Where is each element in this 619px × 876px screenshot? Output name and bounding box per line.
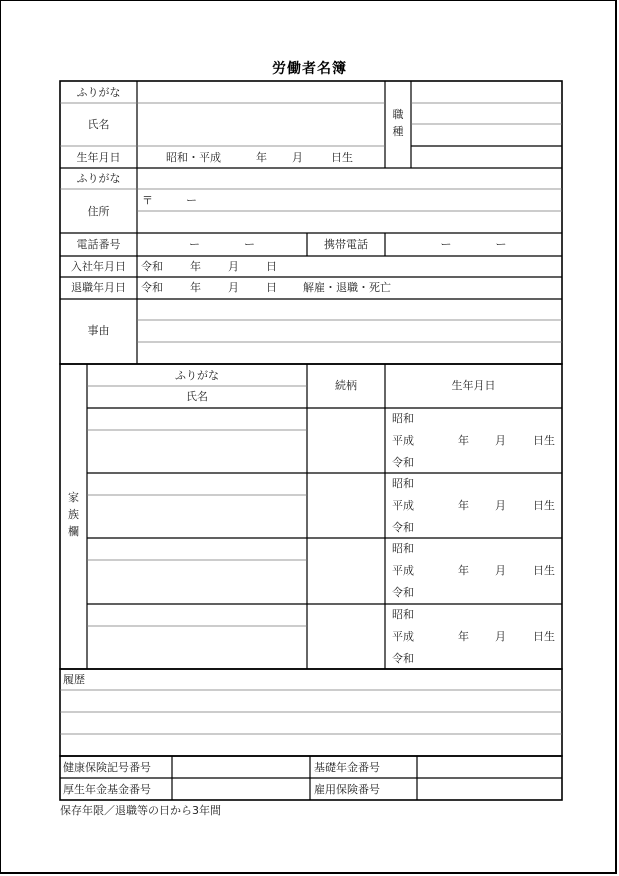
family1-era-showa: 昭和 [392,412,414,425]
label-health-insurance: 健康保険記号番号 [63,761,151,774]
label-reason: 事由 [87,324,110,337]
label-furigana: ふりがな [76,86,121,99]
mobile-dashes: ー ー [440,238,507,251]
family2-era-reiwa: 令和 [392,521,414,534]
retention-note: 保存年限／退職等の日から3年間 [60,804,221,817]
retire-era: 令和 [141,281,163,294]
family4-era-showa: 昭和 [392,608,414,621]
label-employment-insurance: 雇用保険番号 [314,783,380,796]
postal-mark: 〒 ー [142,194,197,207]
family4-era-reiwa: 令和 [392,652,414,665]
phone-dashes: ー ー [189,238,255,251]
hire-year: 年 [190,260,201,273]
family4-day: 日生 [533,630,555,643]
label-basic-pension: 基礎年金番号 [314,761,380,774]
label-retire-date: 退職年月日 [71,281,126,294]
page-title: 労働者名簿 [272,61,347,77]
hire-month: 月 [228,260,239,273]
family2-day: 日生 [533,499,555,512]
family4-era-heisei: 平成 [392,630,414,643]
family1-year: 年 [458,434,469,447]
family3-era-heisei: 平成 [392,564,414,577]
family-header-name: 氏名 [186,390,208,403]
hire-era: 令和 [141,260,163,273]
label-phone: 電話番号 [76,238,121,251]
family1-era-heisei: 平成 [392,434,414,447]
hire-day: 日 [266,260,277,273]
family3-month: 月 [495,564,506,577]
label-job-1: 職 [392,108,404,121]
family3-year: 年 [458,564,469,577]
retire-year: 年 [190,281,201,294]
birth-month: 月 [292,151,303,164]
retire-day: 日 [266,281,277,294]
retire-causes: 解雇・退職・死亡 [303,281,391,294]
family3-era-reiwa: 令和 [392,586,414,599]
family1-day: 日生 [533,434,555,447]
birth-era: 昭和・平成 [166,151,221,164]
retire-month: 月 [228,281,239,294]
family4-month: 月 [495,630,506,643]
label-hire-date: 入社年月日 [71,260,126,273]
family2-month: 月 [495,499,506,512]
label-job-2: 種 [392,125,404,138]
label-family-2: 族 [68,508,79,521]
family2-era-showa: 昭和 [392,477,414,490]
label-mobile: 携帯電話 [324,238,368,251]
label-name: 氏名 [87,118,110,131]
birth-day: 日生 [331,151,353,164]
label-address-furigana: ふりがな [76,172,121,185]
label-welfare-pension-fund: 厚生年金基金番号 [63,783,151,796]
label-history: 履歴 [63,673,85,686]
label-address: 住所 [87,205,110,218]
family1-era-reiwa: 令和 [392,456,414,469]
family1-month: 月 [495,434,506,447]
family-header-relation: 続柄 [335,379,357,392]
birth-year: 年 [256,151,267,164]
family3-era-showa: 昭和 [392,542,414,555]
family2-year: 年 [458,499,469,512]
family2-era-heisei: 平成 [392,499,414,512]
label-family-3: 欄 [68,525,79,538]
family-header-furigana: ふりがな [175,369,219,382]
label-birth-date: 生年月日 [76,151,121,164]
family3-day: 日生 [533,564,555,577]
family4-year: 年 [458,630,469,643]
label-family-1: 家 [68,491,79,504]
family-header-birth: 生年月日 [451,379,496,392]
